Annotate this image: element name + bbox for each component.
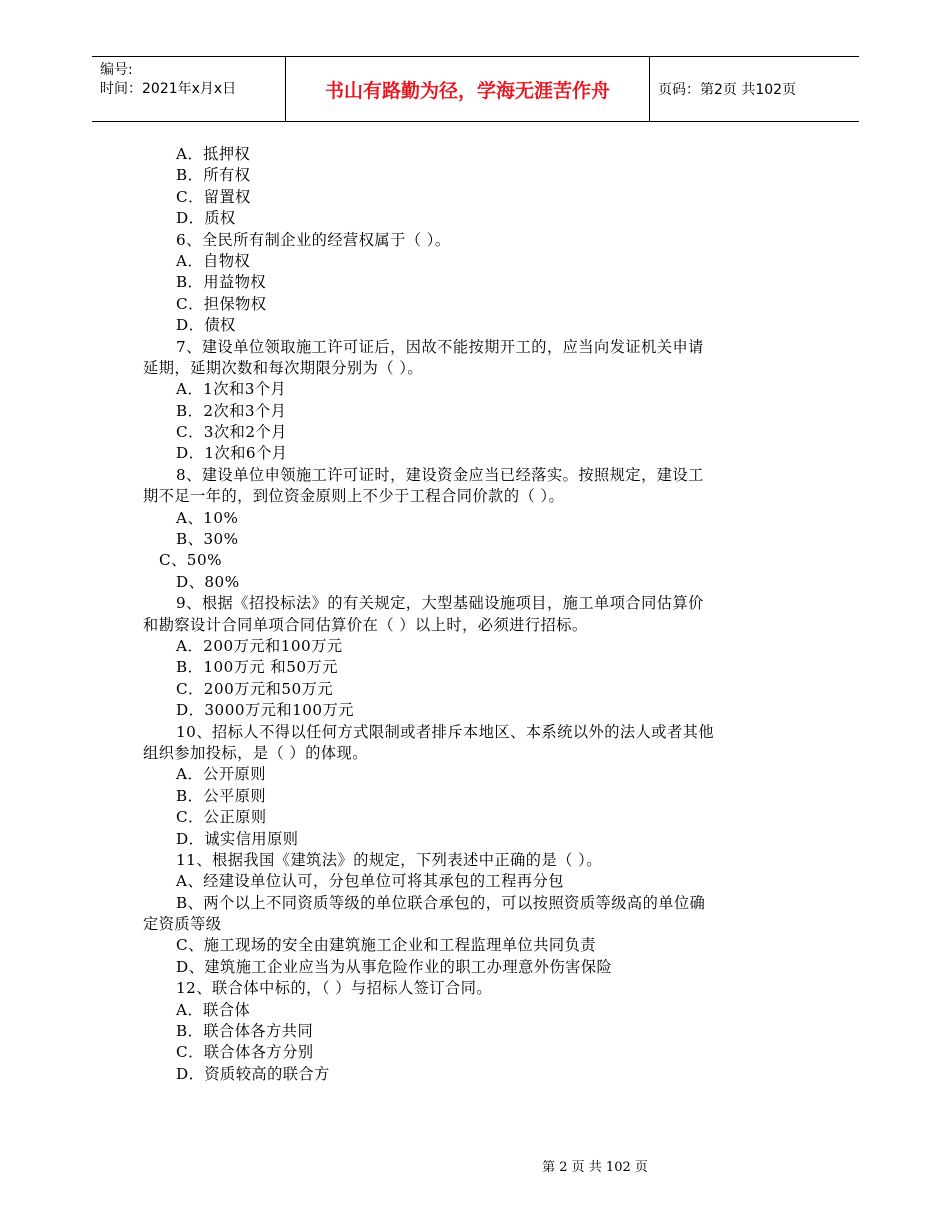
text-line: 组织参加投标，是（ ）的体现。 <box>143 743 368 762</box>
text-line: D、建筑施工企业应当为从事危险作业的职工办理意外伤害保险 <box>176 957 613 976</box>
text-line: A．抵押权 <box>176 145 251 163</box>
text-line: D．诚实信用原则 <box>176 829 299 848</box>
text-line: C．联合体各方分别 <box>176 1043 314 1062</box>
text-line: B．用益物权 <box>176 273 267 292</box>
document-number-label: 编号: <box>100 62 133 78</box>
document-time-label: 时间：2021年x月x日 <box>100 81 237 97</box>
text-line: B．2次和3个月 <box>176 401 287 420</box>
text-line: D、80% <box>176 572 240 591</box>
text-line: 11、根据我国《建筑法》的规定，下列表述中正确的是（ ）。 <box>176 850 602 869</box>
text-line: A．公开原则 <box>176 765 266 784</box>
text-line: B、两个以上不同资质等级的单位联合承包的，可以按照资质等级高的单位确 <box>176 893 706 912</box>
text-line: A．200万元和100万元 <box>176 636 343 655</box>
text-line: 6、全民所有制企业的经营权属于（ ）。 <box>176 230 451 249</box>
page-footer: 第 2 页 共 102 页 <box>542 1160 648 1175</box>
document-body <box>143 144 823 1085</box>
text-line: 延期，延期次数和每次期限分别为（ ）。 <box>143 358 424 377</box>
text-line: A．1次和3个月 <box>176 380 287 399</box>
text-line: C、施工现场的安全由建筑施工企业和工程监理单位共同负责 <box>176 936 596 955</box>
header-meta <box>92 57 286 121</box>
text-line: D．质权 <box>176 209 236 228</box>
text-line: D．债权 <box>176 316 236 335</box>
text-line: 7、建设单位领取施工许可证后，因故不能按期开工的，应当向发证机关申请 <box>176 337 704 356</box>
text-line: B．联合体各方共同 <box>176 1022 314 1041</box>
text-line: 9、根据《招投标法》的有关规定，大型基础设施项目，施工单项合同估算价 <box>176 594 704 613</box>
text-line: D．1次和6个月 <box>176 444 288 463</box>
text-line: C、50% <box>159 551 223 570</box>
text-line: 期不足一年的，到位资金原则上不少于工程合同价款的（ ）。 <box>143 487 565 506</box>
page-header <box>92 56 859 122</box>
text-line: B．所有权 <box>176 166 251 185</box>
text-line: 定资质等级 <box>143 915 222 934</box>
text-line: C．留置权 <box>176 187 251 206</box>
text-line: D．资质较高的联合方 <box>176 1064 330 1083</box>
text-line: 8、建设单位申领施工许可证时，建设资金应当已经落实。按照规定，建设工 <box>176 465 704 484</box>
text-line: C．公正原则 <box>176 808 267 827</box>
text-line: C．3次和2个月 <box>176 423 287 442</box>
text-line: 和勘察设计合同单项合同估算价在（ ）以上时，必须进行招标。 <box>143 615 588 634</box>
text-line: A、10% <box>176 508 239 527</box>
text-line: C．200万元和50万元 <box>176 679 334 698</box>
text-line: A、经建设单位认可，分包单位可将其承包的工程再分包 <box>176 872 564 891</box>
text-line: 12、联合体中标的，（ ）与招标人签订合同。 <box>176 979 493 998</box>
text-line: 10、招标人不得以任何方式限制或者排斥本地区、本系统以外的法人或者其他 <box>176 722 715 741</box>
text-line: A．联合体 <box>176 1000 251 1019</box>
text-line: B．100万元 和50万元 <box>176 658 338 677</box>
text-line: B．公平原则 <box>176 786 267 805</box>
text-line: A．自物权 <box>176 251 251 270</box>
text-line: B、30% <box>176 530 239 549</box>
text-line: D．3000万元和100万元 <box>176 701 354 720</box>
text-line: C．担保物权 <box>176 294 267 313</box>
header-motto: 书山有路勤为径，学海无涯苦作舟 <box>286 57 650 121</box>
header-page-info: 页码：第2页 共102页 <box>658 82 797 98</box>
